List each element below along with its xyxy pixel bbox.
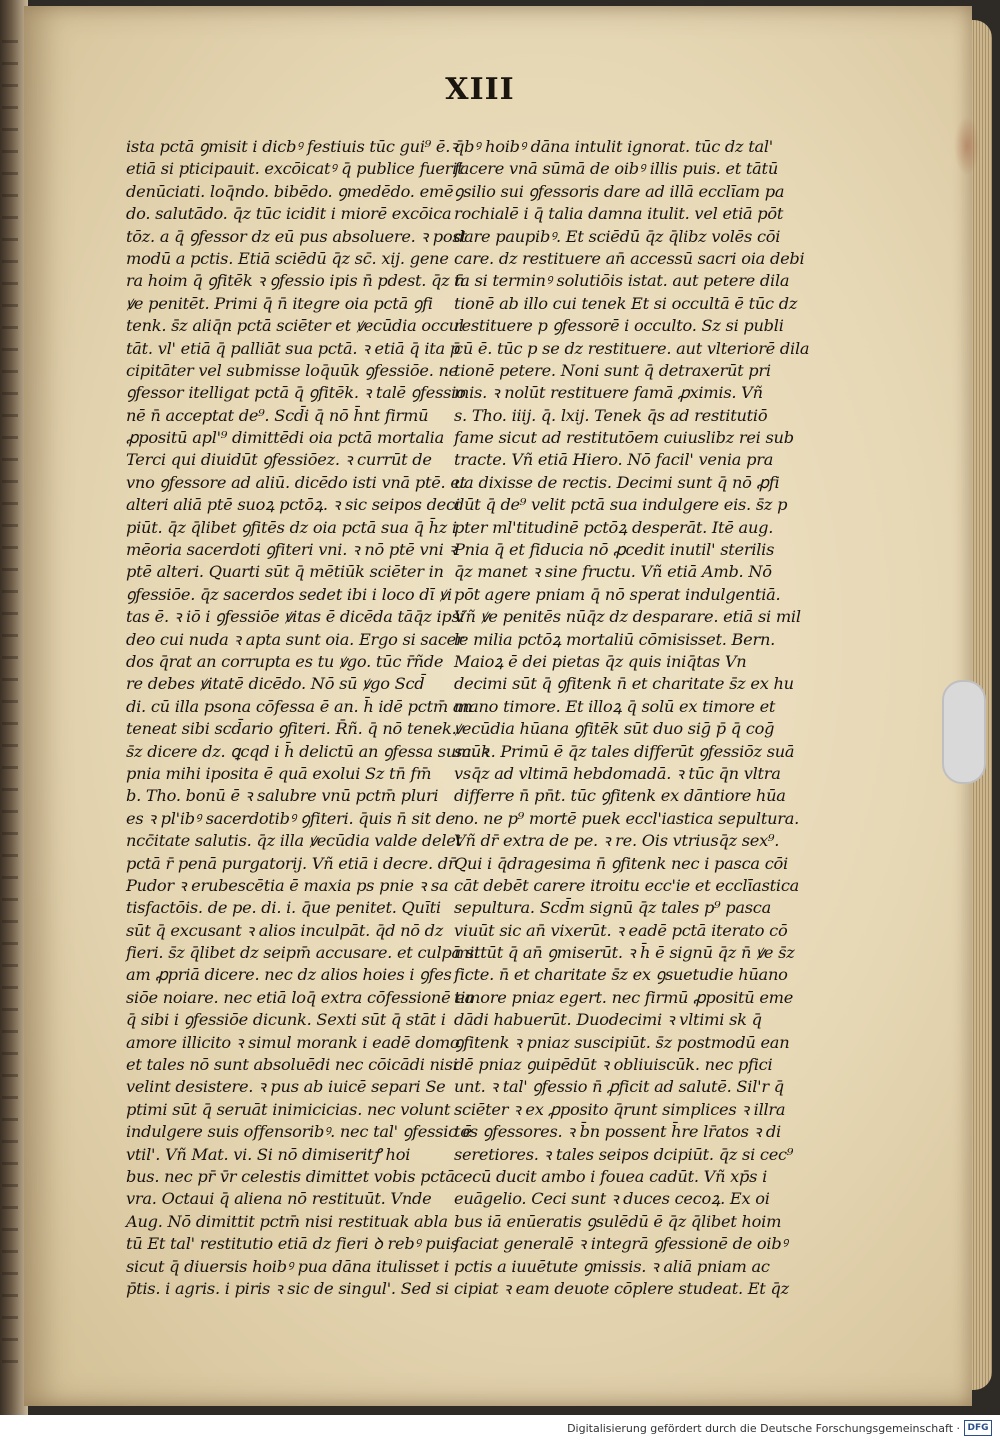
text-line: cū ē. tūc p se dz restituere. aut vlteriorē dila [454, 338, 810, 358]
text-line: tionē ab illo cui tenek Et si occultā ē tūc dz [454, 293, 798, 313]
dfg-logo: DFG [964, 1420, 992, 1436]
text-line: dare paupibꝰ. Et sciēdū q̄z q̄libz volēs cōi [454, 226, 781, 246]
text-line: sepultura. Scd̄m signū q̄z tales p⁹ pasca [454, 898, 772, 918]
text-line: Aug. Nō dimittit pctm̄ nisi restituak abla [126, 1211, 448, 1231]
text-line: bus iā enūeratis ꝯsulēdū ē q̄z q̄libet hoim [454, 1211, 782, 1231]
text-line: Vñ dr̄ extra de pe. ꝛ re. Ois vtriusq̄z sex⁹. [454, 831, 780, 851]
text-line: es ꝛ pl'ibꝰ sacerdotibꝰ ꝯfiteri. q̄uis n̄ sit de [126, 808, 456, 828]
text-line: ua dixisse de rectis. Decimi sunt q̄ nō ꝓfi [454, 472, 780, 492]
text-line: viuūt sic an̄ vixerūt. ꝛ eadē pctā iterato cō [454, 920, 788, 940]
text-line: Qui i q̄dragesima n̄ ꝯfitenk nec i pasca cōi [454, 853, 788, 873]
left-text-column [126, 136, 489, 1300]
text-line: Maioꝝ ē dei pietas q̄z quis iniq̄tas Vn [454, 651, 747, 671]
text-line: ꝟe penitēt. Primi q̄ n̄ itegre oia pctā ꝯfi [126, 293, 433, 313]
text-line: tas ē. ꝛ iō i ꝯfessiōe ꝟitas ē dicēda tāq̄z ipsi [126, 607, 465, 627]
footer-bar [0, 1415, 1000, 1441]
text-line: alteri aliā ptē suoꝝ pctōꝝ. ꝛ sic seipos deci [126, 495, 460, 515]
text-line: bus. nec pr̄ v̄r celestis dimittet vobis pctā [126, 1166, 455, 1186]
text-line: tōz. a q̄ ꝯfessor dz eū pus absoluere. ꝛ post [126, 226, 467, 246]
text-line: modū a pctis. Etiā sciēdū q̄z sc̄. xij. gene [126, 248, 449, 268]
text-line: tū Et tal' restitutio etiā dz fieri ꝺ rebꝰ puis [126, 1234, 459, 1254]
page-marker-tab [942, 680, 986, 784]
text-line: ꝯfitenk ꝛ pniaz suscipiūt. s̄z postmodū ean [454, 1032, 790, 1052]
text-line: facere vnā sūmā de oibꝰ illis puis. et tātū [454, 159, 778, 179]
facing-page-text-fragment [2, 40, 18, 1370]
text-line: le milia pctōꝝ mortaliū cōmisisset. Bern. [454, 629, 776, 649]
text-line: tenk. s̄z aliq̄n pctā sciēter et ꝟecūdia occul [126, 316, 464, 336]
page-stain [954, 116, 980, 176]
text-line: q̄ sibi i ꝯfessiōe dicunk. Sexti sūt q̄ stāt i [126, 1010, 446, 1030]
text-line: nē n̄ acceptat de⁹. Scd̄i q̄ nō h̄nt firmū [126, 405, 429, 425]
text-line: vra. Octaui q̄ aliena nō restituūt. Vnde [126, 1189, 432, 1209]
text-line: ꝯfessor itelligat pctā q̄ ꝯfitēk. ꝛ talē ꝯfessio [126, 383, 466, 403]
text-line: pctā r̄ penā purgatorij. Vñ etiā i decre. dr̄ [126, 853, 456, 873]
text-line: cecū ducit ambo i fouea cadūt. Vñ xp̄s i [454, 1166, 768, 1186]
text-line: mēoria sacerdoti ꝯfiteri vni. ꝛ nō ptē vni ꝛ [126, 540, 456, 560]
text-line: dūt q̄ de⁹ velit pctā sua indulgere eis. s̄z p [454, 495, 788, 515]
text-line: mittūt q̄ an̄ ꝯmiserūt. ꝛ h̄ ē signū q̄z n̄ ꝟe s̄z [454, 943, 795, 963]
text-line: vtil'. Vñ Mat. vi. Si nō dimiseritꝭ hoi [126, 1144, 411, 1164]
text-line: do. salutādo. q̄z tūc icidit i miorē excōica [126, 204, 452, 224]
text-line: ꝯfessiōe. q̄z sacerdos sedet ibi i loco dī ꝟi [126, 584, 452, 604]
text-line: timore pniaz egert. nec firmū ꝓpositū eme [454, 987, 794, 1007]
text-line: no. ne p⁹ mortē puek eccl'iastica sepultura. [454, 808, 800, 828]
text-line: indulgere suis offensoribꝰ. nec tal' ꝯfessio ē [126, 1122, 472, 1142]
text-line: s. Tho. iiij. q̄. lxij. Tenek q̄s ad restitutiō [454, 405, 768, 425]
text-line: b. Tho. bonū ē ꝛ salubre vnū pctm̄ pluri [126, 786, 439, 806]
text-line: p̄tis. i agris. i piris ꝛ sic de singul'. Sed si [126, 1278, 449, 1298]
text-line: differre n̄ pn̄t. tūc ꝯfitenk ex dāntiore hūa [454, 786, 786, 806]
text-line: ptimi sūt q̄ seruāt inimicicias. nec volunt [126, 1099, 451, 1119]
text-line: ra hoim q̄ ꝯfitēk ꝛ ꝯfessio ipis n̄ pdest. q̄z n̄ [126, 271, 465, 291]
text-line: faciat generalē ꝛ integrā ꝯfessionē de oibꝰ [454, 1234, 788, 1254]
text-line: Pnia q̄ et fiducia nō ꝓcedit inutil' sterilis [454, 540, 775, 560]
text-line: sciēter ꝛ ex ꝓposito q̄runt simplices ꝛ illra [454, 1099, 786, 1119]
text-line: ficte. n̄ et charitate s̄z ex ꝯsuetudie hūano [454, 965, 788, 985]
text-line: ta si terminꝰ solutiōis istat. aut petere dila [454, 271, 790, 291]
text-line: q̄bꝰ hoibꝰ dāna intulit ignorat. tūc dz tal' [454, 137, 773, 156]
text-line: s̄z dicere dz. ꝗcqd i h̄ delictū an ꝯfessa sum. ꝛ [126, 741, 489, 761]
text-line: ꝓpositū apl'⁹ dimittēdi oia pctā mortalia [126, 428, 445, 448]
text-line: Pudor ꝛ erubescētia ē maxia ps pnie ꝛ sa [126, 875, 449, 895]
text-line: pctis a iuuētute ꝯmissis. ꝛ aliā pniam ac [454, 1256, 770, 1276]
text-line: care. dz restituere an̄ accessū sacri oia debi [454, 248, 805, 268]
text-line: euāgelio. Ceci sunt ꝛ duces cecoꝝ. Ex oi [454, 1189, 770, 1209]
text-line: am ꝓpriā dicere. nec dz alios hoies i ꝯfes [126, 965, 452, 985]
text-line: sicut q̄ diuersis hoibꝰ pua dāna itulisset i [126, 1256, 449, 1276]
text-line: tisfactōis. de pe. di. i. q̄ue penitet. Quīti [126, 898, 441, 918]
text-line: seretiores. ꝛ tales seipos dcipiūt. q̄z si cec⁹ [454, 1144, 794, 1164]
text-line: fame sicut ad restitutōem cuiuslibz rei sub [454, 428, 794, 448]
text-line: tionē petere. Noni sunt q̄ detraxerūt pri [454, 360, 771, 380]
text-line: dos q̄rat an corrupta es tu ꝟgo. tūc r̄ñde [126, 651, 444, 671]
text-line: ꝯsilio sui ꝯfessoris dare ad illā ecclīam pa [454, 181, 785, 201]
text-line: piūt. q̄z q̄libet ꝯfitēs dz oia pctā sua q̄ h̄z i [126, 517, 457, 537]
text-line: pnia mihi iposita ē quā exolui Sz tn̄ fm̄ [126, 763, 432, 783]
text-line: tāt. vl' etiā q̄ palliāt sua pctā. ꝛ etiā q̄ ita p̄ [126, 338, 460, 358]
text-line: cipitāter vel submisse loq̄uūk ꝯfessiōe. ne [126, 360, 458, 380]
text-line: decimi sūt q̄ ꝯfitenk n̄ et charitate s̄z ex hu [454, 674, 794, 694]
text-line: deo cui nuda ꝛ apta sunt oia. Ergo si sacer [126, 629, 464, 649]
text-line: siōe noiare. nec etiā loq̄ extra cōfessionē ea [126, 987, 475, 1007]
text-line: re debes ꝟitatē dicēdo. Nō sū ꝟgo Scd̄ [126, 674, 425, 694]
funding-credit: Digitalisierung gefördert durch die Deutsche Forschungsgemeinschaft · [567, 1422, 960, 1435]
text-line: cāt debēt carere itroitu ecc'ie et ecclīastica [454, 875, 800, 895]
text-line: pter ml'titudinē pctōꝝ desperāt. Itē aug. [454, 517, 774, 537]
text-line: etiā si pticipauit. excōicatꝰ q̄ publice fuerit [126, 159, 464, 179]
text-line: velint desistere. ꝛ pus ab iuicē separi Se [126, 1077, 446, 1097]
text-line: tos ꝯfessores. ꝛ b̄n possent h̄re lr̄atos ꝛ di [454, 1122, 781, 1142]
text-line: et tales nō sunt absoluēdi nec cōicādi nisi [126, 1055, 458, 1075]
text-line: rochialē i q̄ talia damna itulit. vel etiā pōt [454, 204, 784, 224]
text-line: amore illicito ꝛ simul morank i eadē domo [126, 1032, 460, 1052]
right-text-column [454, 136, 810, 1300]
text-line: tracte. Vñ etiā Hiero. Nō facil' venia pra [454, 450, 774, 470]
text-line: denūciati. loq̄ndo. bibēdo. ꝯmedēdo. emē [126, 181, 454, 201]
text-line: q̄z manet ꝛ sine fructu. Vñ etiā Amb. Nō [454, 562, 772, 582]
text-line: ptē alteri. Quarti sūt q̄ mētiūk sciēter in [126, 562, 444, 582]
folio-number: XIII [445, 72, 515, 107]
text-line: Terci qui diuidūt ꝯfessiōez. ꝛ currūt de [126, 450, 432, 470]
text-line: teneat sibi scd̄ario ꝯfiteri. R̄ñ. q̄ nō tenek. [126, 719, 457, 739]
text-line: mis. ꝛ nolūt restituere famā ꝓximis. Vñ [454, 383, 763, 403]
text-line: ista pctā ꝯmisit i dicbꝰ festiuis tūc gui⁹ ē.ꝛ [126, 137, 458, 156]
text-line: Vñ ꝟe penitēs nūq̄z dz desparare. etiā si mil [454, 607, 801, 627]
text-line: di. cū illa psona cōfessa ē an. h̄ idē pctm̄ an [126, 696, 473, 716]
text-line: unt. ꝛ tal' ꝯfessio n̄ ꝓficit ad salutē. Sil'r q̄ [454, 1077, 784, 1097]
text-line: mano timore. Et illoꝝ q̄ solū ex timore et [454, 696, 776, 716]
text-line: vno ꝯfessore ad aliū. dicēdo isti vnā ptē. et [126, 472, 466, 492]
text-line: cipiat ꝛ eam deuote cōplere studeat. Et q̄z [454, 1278, 789, 1298]
text-line: pōt agere pniam q̄ nō sperat indulgentiā. [454, 584, 781, 604]
text-line: vsq̄z ad vltimā hebdomadā. ꝛ tūc q̄n vltra [454, 763, 781, 783]
text-line: ꝟecūdia hūana ꝯfitēk sūt duo siḡ p̄ q̄ coḡ [454, 719, 775, 739]
text-line: dē pniaz ꝯuipēdūt ꝛ obliuiscūk. nec pfici [454, 1055, 773, 1075]
text-line: restituere p ꝯfessorē i occulto. Sz si publi [454, 316, 784, 336]
text-line: dādi habuerūt. Duodecimi ꝛ vltimi sk q̄ [454, 1010, 762, 1030]
text-line: fieri. s̄z q̄libet dz seipm̄ accusare. et culpā si [126, 943, 479, 963]
text-line: ncc̄itate salutis. q̄z illa ꝟecūdia valde delet [126, 831, 462, 851]
text-line: sūt q̄ excusant ꝛ alios inculpāt. q̄d nō dz [126, 920, 444, 940]
text-line: scūk. Primū ē q̄z tales differūt ꝯfessiōz suā [454, 741, 795, 761]
